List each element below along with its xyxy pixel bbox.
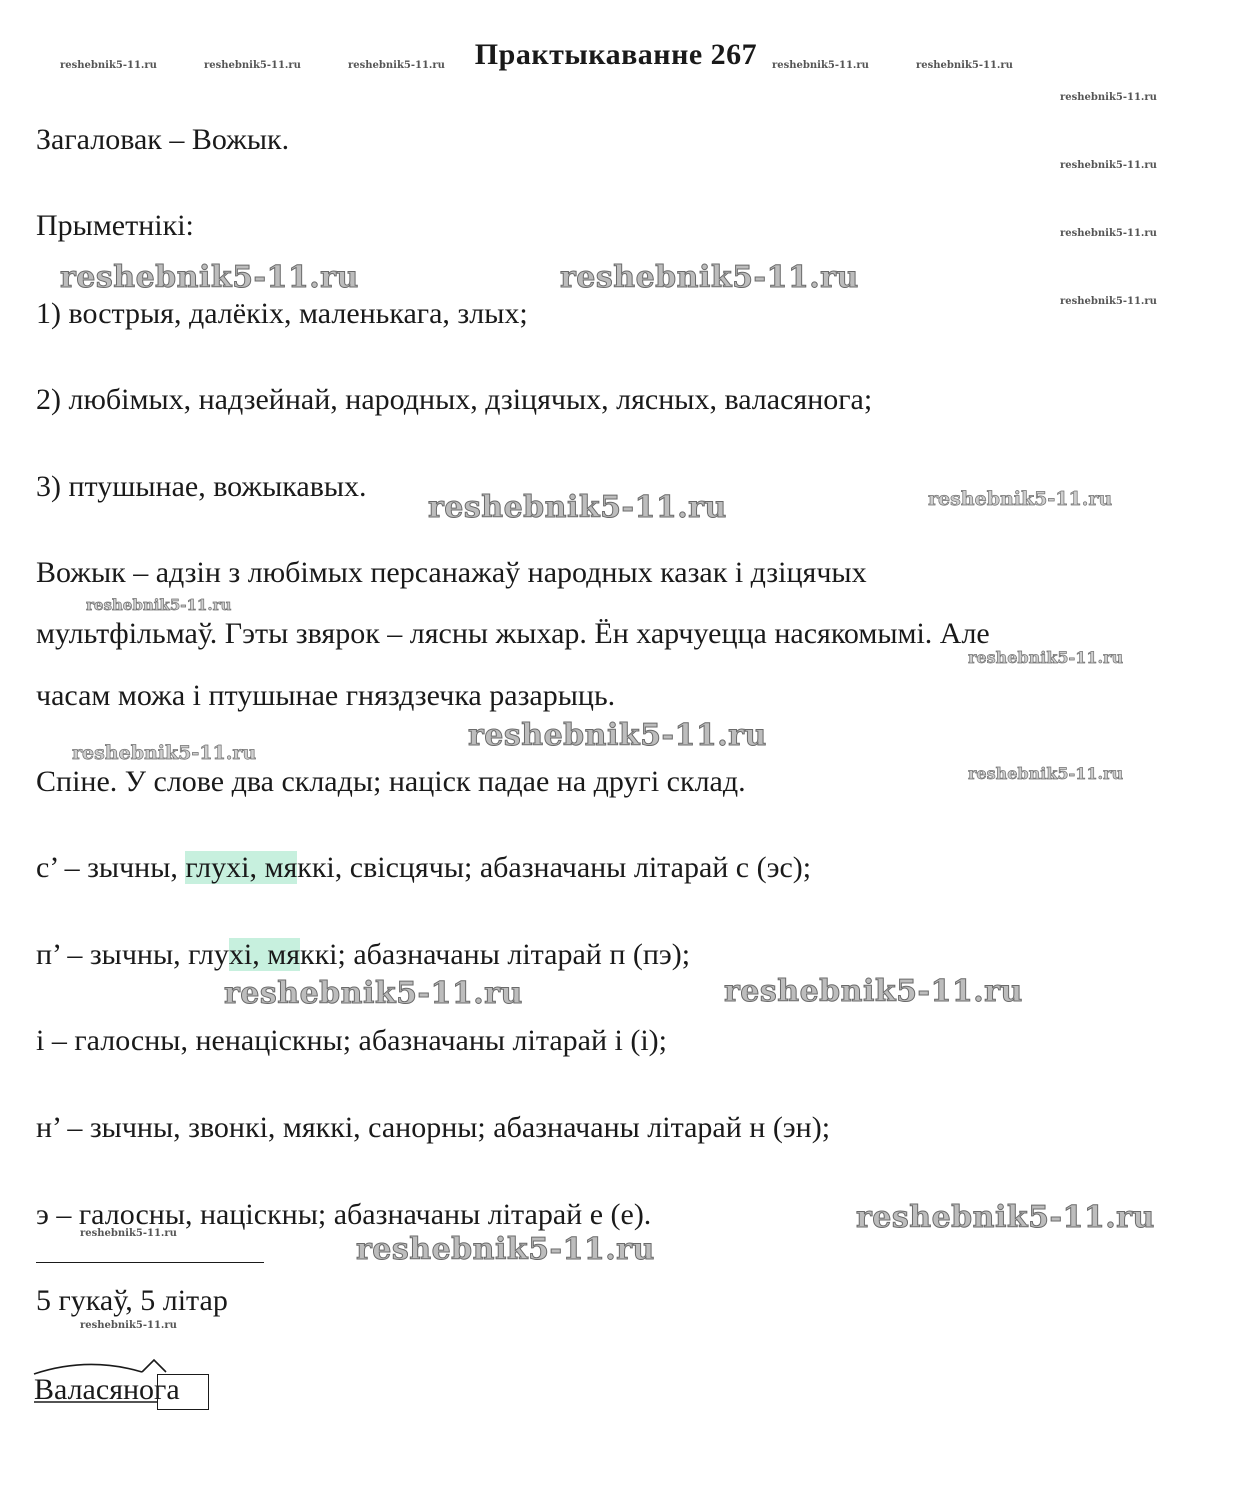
highlight-mixed: хі, мя <box>228 938 301 971</box>
adjectives-group-3: 3) птушынае, вожыкавых. <box>36 470 367 503</box>
watermark: reshebnik5-11.ru <box>224 976 523 1011</box>
watermark: reshebnik5-11.ru <box>80 1320 177 1331</box>
phonetic-p-pre: п’ – зычны, глу <box>36 938 229 971</box>
summary-line: 5 гукаў, 5 літар <box>36 1284 228 1317</box>
highlight-green: глухі, мя <box>185 851 298 884</box>
watermark: reshebnik5-11.ru <box>204 60 301 71</box>
watermark: reshebnik5-11.ru <box>60 260 359 295</box>
heading-line: Загаловак – Вожык. <box>36 123 290 156</box>
watermark: reshebnik5-11.ru <box>928 488 1113 510</box>
phonetic-s <box>36 850 811 886</box>
watermark: reshebnik5-11.ru <box>428 490 727 525</box>
morpheme-analysis <box>30 1356 270 1412</box>
word-analysis-line: Спіне. У слове два склады; націск падае на другі склад. <box>36 765 746 798</box>
watermark: reshebnik5-11.ru <box>60 60 157 71</box>
watermark: reshebnik5-11.ru <box>560 260 859 295</box>
page-title: Практыкаванне 267 <box>474 38 758 71</box>
phonetic-p <box>36 937 690 973</box>
paragraph-line-1: Вожык – адзін з любімых персанажаў народных казак і дзіцячых <box>36 556 867 589</box>
watermark: reshebnik5-11.ru <box>72 742 257 764</box>
watermark: reshebnik5-11.ru <box>1060 92 1157 103</box>
watermark: reshebnik5-11.ru <box>856 1200 1155 1235</box>
phonetic-i: і – галосны, ненаціскны; абазначаны літарай і (і); <box>36 1024 668 1057</box>
watermark: reshebnik5-11.ru <box>772 60 869 71</box>
phonetic-p-post: ккі; абазначаны літарай п (пэ); <box>300 938 691 971</box>
watermark: reshebnik5-11.ru <box>1060 296 1157 307</box>
adjectives-group-2: 2) любімых, надзейнай, народных, дзіцячых, лясных, валасянога; <box>36 383 873 416</box>
phonetic-e: э – галосны, націскны; абазначаны літарай е (е). <box>36 1198 652 1231</box>
watermark: reshebnik5-11.ru <box>86 596 232 614</box>
divider-line <box>36 1262 264 1263</box>
watermark: reshebnik5-11.ru <box>724 974 1023 1009</box>
ending-box <box>157 1374 209 1410</box>
watermark: reshebnik5-11.ru <box>1060 228 1157 239</box>
phonetic-s-post: ккі, свісцячы; абазначаны літарай с (эс); <box>297 851 812 884</box>
watermark: reshebnik5-11.ru <box>1060 160 1157 171</box>
adjectives-group-1: 1) вострыя, далёкіх, маленькага, злых; <box>36 297 528 330</box>
paragraph-line-3: часам можа і птушынае гняздзечка разарыць. <box>36 679 616 712</box>
morpheme-ending: ога <box>139 1373 180 1406</box>
watermark: reshebnik5-11.ru <box>916 60 1013 71</box>
adjectives-label: Прыметнікі: <box>36 209 194 242</box>
watermark: reshebnik5-11.ru <box>468 718 767 753</box>
watermark: reshebnik5-11.ru <box>80 1228 177 1239</box>
phonetic-s-pre: с’ – зычны, <box>36 851 186 884</box>
watermark: reshebnik5-11.ru <box>968 764 1124 783</box>
watermark: reshebnik5-11.ru <box>968 648 1124 667</box>
watermark: reshebnik5-11.ru <box>348 60 445 71</box>
morpheme-root-part: Валасян <box>34 1373 140 1406</box>
phonetic-n: н’ – зычны, звонкі, мяккі, санорны; абазначаны літарай н (эн); <box>36 1111 831 1144</box>
watermark: reshebnik5-11.ru <box>356 1232 655 1267</box>
paragraph-line-2: мультфільмаў. Гэты звярок – лясны жыхар. Ён харчуецца насякомымі. Але <box>36 617 990 650</box>
